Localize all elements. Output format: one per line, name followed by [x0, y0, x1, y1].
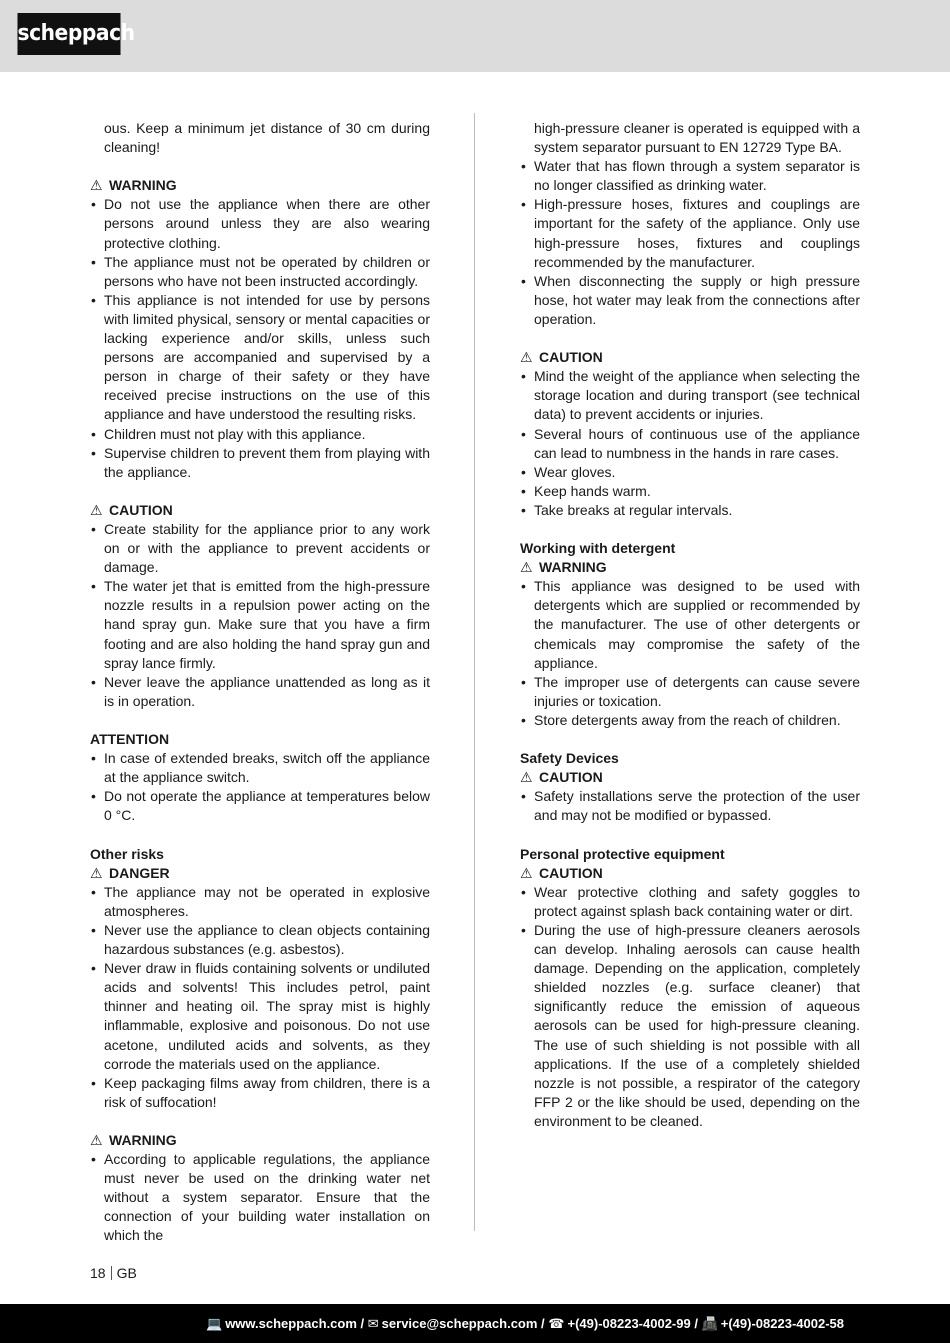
column-divider [474, 113, 475, 1231]
safety-devices-heading: Safety Devices [520, 750, 619, 767]
danger-label: ⚠ DANGER [90, 864, 430, 883]
caution-label: ⚠ CAUTION [520, 864, 860, 883]
warning-list [90, 1150, 430, 1245]
footer-fax: +(49)-08223-4002-58 [720, 1316, 844, 1331]
list-item: • During the use of high-pressure cleaners aerosols can develop. Inhaling aerosols can cause health damage. Depending on the application, completely shielded nozzles (e.g. surface cleaner) that significantly reduce the emission of aqueous aerosols can be used for high-pressure cleaning. The use of such shielding is not possible with all applications. If the use of a completely shielded nozzle is not possible, a respirator of the category FFP 2 or the like should be used, depending on the environment to be cleaned. [520, 921, 860, 1131]
list-item: • The improper use of detergents can cause severe injuries or toxication. [520, 673, 860, 711]
danger-list [90, 883, 430, 1112]
list-item: • Take breaks at regular intervals. [520, 501, 860, 520]
list-item: • Safety installations serve the protection of the user and may not be modified or bypassed. [520, 787, 860, 825]
safety-devices-list [520, 787, 860, 825]
fax-icon: 📠 [701, 1316, 718, 1331]
other-risks-heading: Other risks [90, 845, 164, 862]
list-item: • Children must not play with this appliance. [90, 425, 430, 444]
warning-triangle-icon: ⚠ [520, 864, 533, 881]
caution-list [520, 367, 860, 520]
warning-label: ⚠ WARNING [520, 558, 860, 577]
list-item: • Do not operate the appliance at temperatures below 0 °C. [90, 787, 430, 825]
warning-triangle-icon: ⚠ [520, 559, 533, 576]
footer-bar: 💻 www.scheppach.com / ✉ service@scheppach.com / ☎ +(49)-08223-4002-99 / 📠 +(49)-08223-4002-58 [0, 1304, 950, 1343]
list-item: • Several hours of continuous use of the appliance can lead to numbness in the hands in rare cases. [520, 425, 860, 463]
phone-icon: ☎ [548, 1316, 565, 1331]
attention-heading: ATTENTION [90, 731, 170, 747]
list-item: • In case of extended breaks, switch off the appliance at the appliance switch. [90, 749, 430, 787]
list-item: • Never draw in fluids containing solvents or undiluted acids and solvents! This includes petrol, paint thinner and heating oil. The spray mist is highly inflammable, explosive and poisonous. Do not use acetone, undiluted acids and solvents, as they corrode the materials used on the appliance. [90, 959, 430, 1074]
caution-label: ⚠ CAUTION [520, 768, 860, 787]
ppe-list [520, 883, 860, 1131]
list-item: • Never leave the appliance unattended as long as it is in operation. [90, 673, 430, 711]
detergent-list [520, 577, 860, 730]
list-item: • According to applicable regulations, the appliance must never be used on the drinking water net without a system separator. Ensure that the connection of your building water installation on which the [90, 1150, 430, 1245]
continued-paragraph: ous. Keep a minimum jet distance of 30 cm during cleaning! [104, 120, 430, 156]
warning-triangle-icon: ⚠ [90, 864, 103, 881]
warning-triangle-icon: ⚠ [90, 1131, 103, 1148]
list-item: • This appliance was designed to be used with detergents which are supplied or recommended by the manufacturer. The use of other detergents or chemicals may compromise the safety of the appliance. [520, 577, 860, 672]
mail-icon: ✉ [367, 1316, 379, 1331]
list-item: • Store detergents away from the reach of children. [520, 711, 860, 730]
caution-label: ⚠ CAUTION [90, 501, 430, 520]
warning-triangle-icon: ⚠ [520, 349, 533, 366]
brand-logo: scheppach [17, 13, 120, 55]
continued-paragraph: high-pressure cleaner is operated is equipped with a system separator pursuant to EN 12729 Type BA. [534, 120, 860, 156]
caution-label: ⚠ CAUTION [520, 348, 860, 367]
list-item: • The appliance must not be operated by children or persons who have not been instructed accordingly. [90, 253, 430, 291]
warning-triangle-icon: ⚠ [90, 177, 103, 194]
list-item: • Mind the weight of the appliance when selecting the storage location and during transport (see technical data) to prevent accidents or injuries. [520, 367, 860, 424]
list-item: • This appliance is not intended for use by persons with limited physical, sensory or mental capacities or lacking experience and/or skills, unless such persons are accompanied and supervised by a person in charge of their safety or they have received precise instructions on the use of this appliance and have understood the resulting risks. [90, 291, 430, 425]
warning-triangle-icon: ⚠ [90, 501, 103, 518]
caution-list [90, 520, 430, 711]
attention-list [90, 749, 430, 825]
warning-list-continued [520, 157, 860, 329]
list-item: • Keep packaging films away from children, there is a risk of suffocation! [90, 1074, 430, 1112]
warning-list [90, 195, 430, 481]
list-item: • Wear gloves. [520, 463, 860, 482]
footer-email[interactable]: service@scheppach.com [381, 1316, 538, 1331]
list-item: • Keep hands warm. [520, 482, 860, 501]
footer-phone[interactable]: +(49)-08223-4002-99 [567, 1316, 691, 1331]
list-item: • High-pressure hoses, fixtures and couplings are important for the safety of the appliance. Only use high-pressure hoses, fixtures and couplings recommended by the manufacturer. [520, 195, 860, 271]
page-number: 18 GB [90, 1265, 137, 1281]
right-column [520, 119, 860, 1131]
list-item: • Create stability for the appliance prior to any work on or with the appliance to prevent accidents or damage. [90, 520, 430, 577]
header-bar [0, 0, 950, 72]
computer-icon: 💻 [206, 1316, 223, 1331]
list-item: • Never use the appliance to clean objects containing hazardous substances (e.g. asbestos). [90, 921, 430, 959]
list-item: • The water jet that is emitted from the high-pressure nozzle results in a repulsion power acting on the hand spray gun. Make sure that you have a firm footing and are also holding the hand spray gun and spray lance firmly. [90, 577, 430, 672]
detergent-heading: Working with detergent [520, 540, 676, 557]
list-item: • Water that has flown through a system separator is no longer classified as drinking water. [520, 157, 860, 195]
warning-triangle-icon: ⚠ [520, 769, 533, 786]
list-item: • Supervise children to prevent them from playing with the appliance. [90, 444, 430, 482]
footer-web[interactable]: www.scheppach.com [225, 1316, 357, 1331]
ppe-heading: Personal protective equipment [520, 845, 725, 862]
list-item: • Do not use the appliance when there are other persons around unless they are also wearing protective clothing. [90, 195, 430, 252]
left-column [90, 119, 430, 1246]
warning-label: ⚠ WARNING [90, 176, 430, 195]
list-item: • The appliance may not be operated in explosive atmospheres. [90, 883, 430, 921]
page-number-separator [111, 1266, 112, 1280]
warning-label: ⚠ WARNING [90, 1131, 430, 1150]
list-item: • When disconnecting the supply or high pressure hose, hot water may leak from the connections after operation. [520, 272, 860, 329]
list-item: • Wear protective clothing and safety goggles to protect against splash back containing water or dirt. [520, 883, 860, 921]
